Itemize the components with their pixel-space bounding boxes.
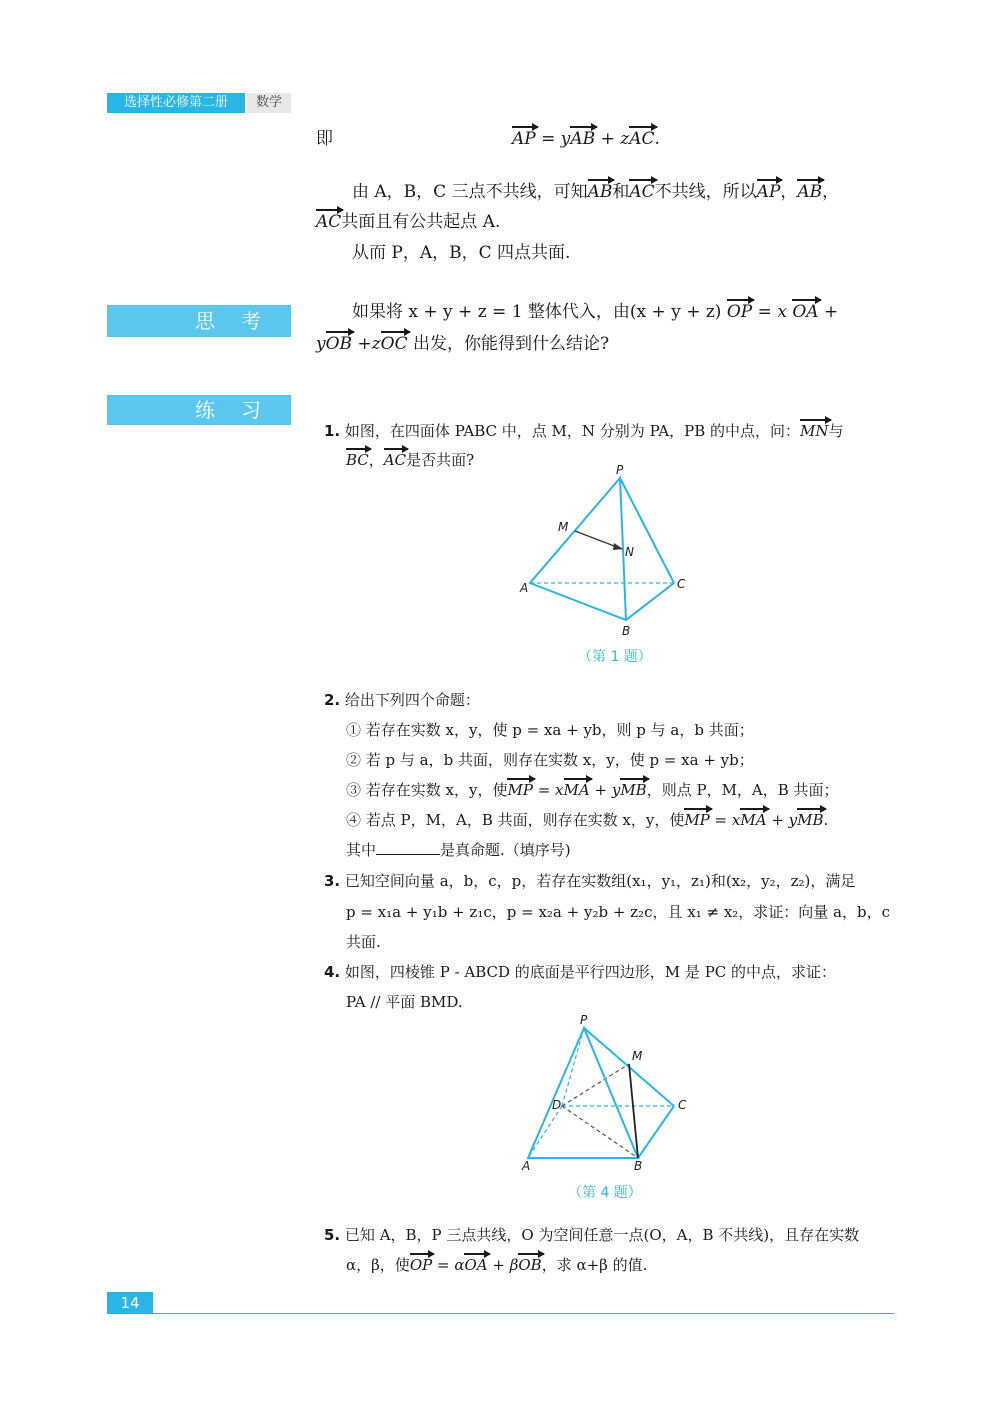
proof-line-2: AC共面且有公共起点 A. bbox=[316, 212, 501, 232]
think-line-2: yOB +zOC 出发，你能得到什么结论? bbox=[316, 334, 610, 354]
exercise-2-item-3: ③ 若存在实数 x，y，使MP = xMA + yMB，则点 P，M，A，B 共面； bbox=[346, 781, 839, 799]
exercise-2-item-2: ② 若 p 与 a，b 共面，则存在实数 x，y，使 p = xa + yb； bbox=[346, 751, 754, 769]
fig1-label-c: C bbox=[677, 577, 686, 591]
think-sidebar-label: 思考 bbox=[107, 305, 291, 337]
exercise-1-line-1: 1. 如图，在四面体 PABC 中，点 M，N 分别为 PA，PB 的中点，问：MN与 bbox=[324, 422, 844, 440]
fig4-label-d: D bbox=[552, 1098, 562, 1112]
subject-tab: 数学 bbox=[247, 93, 291, 113]
page-number: 14 bbox=[107, 1292, 153, 1314]
fig4-label-m: M bbox=[632, 1049, 643, 1063]
fig4-label-a: A bbox=[522, 1159, 531, 1173]
fig1-label-p: P bbox=[616, 463, 624, 477]
fig4-label-b: B bbox=[634, 1159, 643, 1173]
proof-line-1: 由 A，B，C 三点不共线，可知AB和AC不共线，所以AP，AB， bbox=[352, 182, 840, 202]
exercise-2-item-4: ④ 若点 P，M，A，B 共面，则存在实数 x，y，使MP = xMA + yMB. bbox=[346, 811, 829, 829]
exercise-1-line-2: BC，AC是否共面? bbox=[346, 451, 475, 469]
figure-1-tetrahedron bbox=[512, 460, 712, 640]
think-line-1: 如果将 x + y + z = 1 整体代入，由(x + y + z) OP = x OA + bbox=[352, 302, 839, 322]
fig4-label-c: C bbox=[678, 1098, 687, 1112]
answer-blank bbox=[376, 836, 440, 855]
exercise-2-item-1: ① 若存在实数 x，y，使 p = xa + yb，则 p 与 a，b 共面； bbox=[346, 721, 754, 739]
figure-4-pyramid bbox=[516, 1012, 712, 1174]
exercise-5-line-2: α，β，使OP = αOA + βOB，求 α+β 的值. bbox=[346, 1256, 648, 1274]
exercise-2-conclusion: 其中 是真命题.（填序号) bbox=[346, 835, 571, 865]
proof-line-3: 从而 P，A，B，C 四点共面. bbox=[352, 243, 571, 263]
ji-label: 即 bbox=[316, 129, 333, 149]
book-title-tab: 选择性必修第二册 bbox=[107, 93, 245, 113]
fig1-label-a: A bbox=[520, 581, 529, 595]
exercise-2-intro: 2. 给出下列四个命题： bbox=[324, 691, 480, 709]
figure-1-caption: （第 1 题） bbox=[578, 649, 652, 665]
equation-ap: AP = yAB + zAC. bbox=[512, 129, 660, 149]
fig1-label-b: B bbox=[622, 624, 631, 638]
exercise-3-line-2: p = x₁a + y₁b + z₁c，p = x₂a + y₂b + z₂c，且 x₁ ≠ x₂，求证：向量 a，b，c bbox=[346, 903, 891, 921]
exercise-3-line-1: 3. 已知空间向量 a，b，c，p，若存在实数组(x₁，y₁，z₁)和(x₂，y₂，z₂)，满足 bbox=[324, 872, 856, 890]
fig1-label-m: M bbox=[558, 520, 569, 534]
exercise-5-line-1: 5. 已知 A，B，P 三点共线，O 为空间任意一点(O，A，B 不共线)，且存在实数 bbox=[324, 1226, 860, 1244]
practice-sidebar-label: 练习 bbox=[107, 395, 291, 425]
exercise-4-line-2: PA // 平面 BMD. bbox=[346, 993, 463, 1011]
fig1-label-n: N bbox=[625, 545, 634, 559]
fig4-label-p: P bbox=[580, 1013, 588, 1027]
exercise-3-line-3: 共面. bbox=[346, 933, 381, 951]
footer-rule bbox=[153, 1313, 894, 1314]
exercise-4-line-1: 4. 如图，四棱锥 P - ABCD 的底面是平行四边形，M 是 PC 的中点，求证： bbox=[324, 963, 837, 981]
figure-4-caption: （第 4 题） bbox=[568, 1185, 642, 1201]
